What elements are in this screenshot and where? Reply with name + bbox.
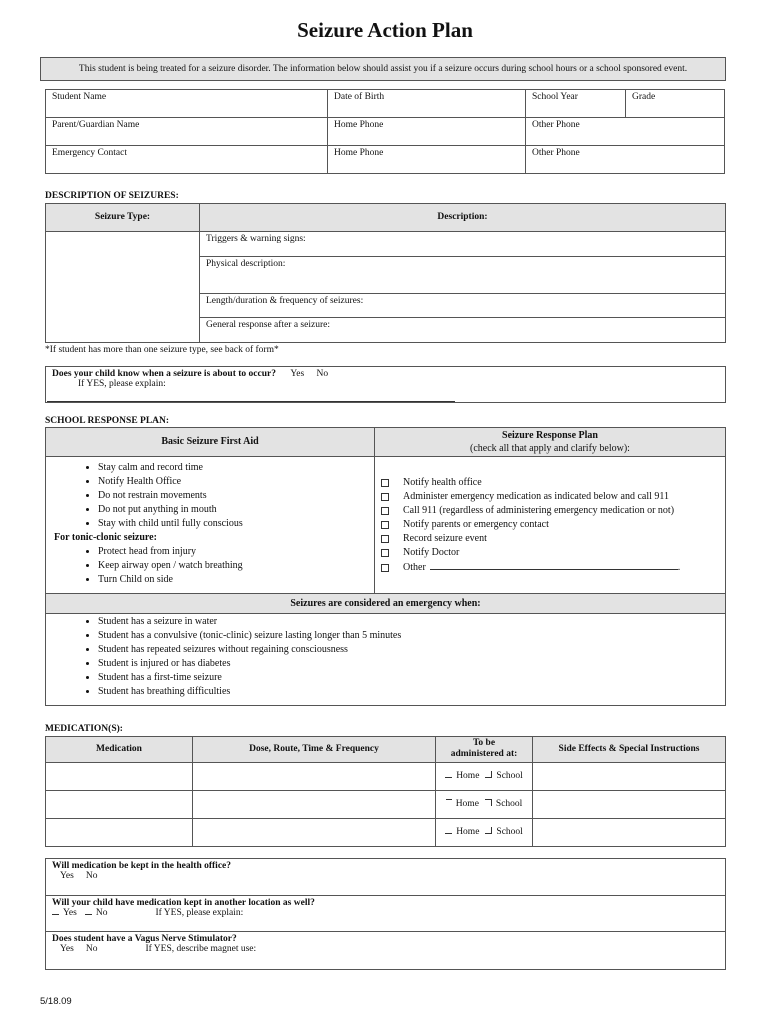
tonic-item: • Protect head from injury: [98, 545, 374, 559]
first-aid-item: • Stay with child until fully conscious: [98, 517, 374, 531]
duration-field[interactable]: [199, 293, 726, 318]
q2-yes[interactable]: Yes: [63, 908, 77, 918]
question-vns: [45, 931, 726, 970]
response-plan-header: [374, 427, 726, 457]
general-response-field[interactable]: [199, 317, 726, 343]
home-phone-label: Home Phone: [334, 120, 384, 130]
home-label: Home: [456, 827, 480, 837]
student-name-label: Student Name: [52, 92, 107, 102]
awareness-no[interactable]: No: [316, 369, 329, 379]
school-label: School: [496, 827, 523, 837]
response-plan-item[interactable]: [381, 476, 725, 490]
awareness-question: Does your child know when a seizure is about to occur?: [52, 369, 276, 379]
triggers-field[interactable]: [199, 231, 726, 257]
first-aid-item: • Do not restrain movements: [98, 489, 374, 503]
emergency-header: Seizures are considered an emergency when:: [45, 593, 726, 614]
school-year-field[interactable]: [525, 89, 626, 118]
other-blank-line[interactable]: [430, 560, 678, 570]
q3-explain: If YES, describe magnet use:: [145, 944, 257, 954]
checkbox-icon[interactable]: [381, 564, 389, 572]
question-other-location: [45, 895, 726, 932]
checkbox-icon[interactable]: [381, 549, 389, 557]
response-plan-item[interactable]: [381, 546, 725, 560]
q1-yes[interactable]: Yes: [60, 871, 74, 881]
response-plan-item[interactable]: [381, 532, 725, 546]
seizure-type-field[interactable]: [45, 231, 200, 343]
response-plan-item[interactable]: [381, 504, 725, 518]
response-plan-label: Record seizure event: [403, 533, 487, 544]
description-heading: DESCRIPTION OF SEIZURES:: [45, 191, 179, 201]
home-checkbox[interactable]: [446, 799, 452, 806]
home-checkbox[interactable]: [445, 827, 452, 834]
question-health-office: [45, 858, 726, 896]
dob-label: Date of Birth: [334, 92, 385, 102]
first-aid-item: • Notify Health Office: [98, 475, 374, 489]
checkbox-icon[interactable]: [381, 479, 389, 487]
med-col-admin-line1: To be: [472, 738, 496, 748]
q2-no[interactable]: No: [95, 908, 108, 918]
footer-date: 5/18.09: [40, 996, 72, 1007]
home-phone-field[interactable]: [327, 117, 526, 146]
med-side-effects-cell[interactable]: [532, 762, 726, 791]
emergency-home-phone-field[interactable]: [327, 145, 526, 174]
duration-label: Length/duration & frequency of seizures:: [206, 296, 364, 306]
triggers-label: Triggers & warning signs:: [206, 234, 306, 244]
emergency-contact-label: Emergency Contact: [52, 148, 128, 158]
med-name-cell[interactable]: [45, 818, 193, 847]
med-name-cell[interactable]: [45, 790, 193, 819]
page-title: Seizure Action Plan: [297, 18, 473, 42]
med-dose-cell[interactable]: [192, 818, 436, 847]
home-checkbox[interactable]: [445, 771, 452, 778]
med-location-cell: [435, 790, 533, 819]
tonic-clonic-heading: For tonic-clonic seizure:: [54, 532, 157, 543]
other-phone-field[interactable]: [525, 117, 725, 146]
medication-heading: MEDICATION(S):: [45, 724, 123, 734]
response-plan-label: Call 911 (regardless of administering emergency medication or not): [403, 505, 675, 516]
first-aid-item: • Do not put anything in mouth: [98, 503, 374, 517]
emergency-home-phone-label: Home Phone: [334, 148, 384, 158]
parent-field[interactable]: [45, 117, 328, 146]
emergency-box: [45, 613, 726, 706]
intro-banner: This student is being treated for a seizure disorder. The information below should assist you if a seizure occurs during school hours or a school sponsored event.: [40, 57, 726, 81]
med-location-cell: [435, 762, 533, 791]
emergency-other-phone-field[interactable]: [525, 145, 725, 174]
general-response-label: General response after a seizure:: [206, 320, 330, 330]
emergency-item: • Student has a first-time seizure: [98, 671, 725, 685]
q2-label: Will your child have medication kept in another location as well?: [52, 898, 315, 908]
emergency-item: • Student has repeated seizures without regaining consciousness: [98, 643, 725, 657]
response-plan-box: [374, 456, 726, 594]
q3-label: Does student have a Vagus Nerve Stimulator?: [52, 934, 237, 944]
med-side-effects-cell[interactable]: [532, 790, 726, 819]
first-aid-list: [46, 461, 374, 531]
q2-explain: If YES, please explain:: [155, 908, 244, 918]
response-plan-label: Notify health office: [403, 477, 482, 488]
response-plan-item[interactable]: [381, 518, 725, 532]
med-location-cell: [435, 818, 533, 847]
home-label: Home: [456, 771, 480, 781]
response-plan-item[interactable]: [381, 490, 725, 504]
response-plan-label: Notify parents or emergency contact: [403, 519, 549, 530]
tonic-list: [46, 545, 374, 587]
checkbox-icon[interactable]: [381, 521, 389, 529]
response-plan-label: Other: [403, 562, 426, 573]
emergency-item: • Student has breathing difficulties: [98, 685, 725, 699]
school-year-label: School Year: [532, 92, 578, 102]
q3-yes[interactable]: Yes: [60, 944, 74, 954]
med-col-medication: Medication: [45, 736, 193, 763]
school-checkbox[interactable]: [485, 799, 492, 806]
tonic-item: • Keep airway open / watch breathing: [98, 559, 374, 573]
checkbox-icon[interactable]: [381, 535, 389, 543]
awareness-explain: If YES, please explain:: [78, 379, 166, 389]
response-plan-item[interactable]: [381, 560, 725, 575]
emergency-list: [46, 615, 725, 699]
first-aid-item: • Stay calm and record time: [98, 461, 374, 475]
school-checkbox[interactable]: [485, 771, 492, 778]
seizure-type-footnote: *If student has more than one seizure type, see back of form*: [45, 345, 279, 355]
emergency-other-phone-label: Other Phone: [532, 148, 580, 158]
q1-no[interactable]: No: [85, 871, 98, 881]
school-label: School: [495, 799, 523, 809]
checkbox-icon[interactable]: [381, 493, 389, 501]
emergency-item: • Student has a convulsive (tonic-clinic) seizure lasting longer than 5 minutes: [98, 629, 725, 643]
grade-label: Grade: [632, 92, 656, 102]
description-header: Description:: [199, 203, 726, 232]
med-dose-cell[interactable]: [192, 762, 436, 791]
awareness-yes[interactable]: Yes: [290, 369, 305, 379]
student-name-field[interactable]: [45, 89, 328, 118]
home-label: Home: [455, 799, 479, 809]
med-col-admin: [435, 736, 533, 763]
checkbox-icon[interactable]: [381, 507, 389, 515]
school-label: School: [496, 771, 523, 781]
first-aid-box: [45, 456, 375, 594]
dob-field[interactable]: [327, 89, 526, 118]
grade-field[interactable]: [625, 89, 725, 118]
med-name-cell[interactable]: [45, 762, 193, 791]
emergency-item: • Student has a seizure in water: [98, 615, 725, 629]
seizure-type-header: Seizure Type:: [45, 203, 200, 232]
physical-description-field[interactable]: [199, 256, 726, 294]
med-col-dose: Dose, Route, Time & Frequency: [192, 736, 436, 763]
response-plan-label: Notify Doctor: [403, 547, 460, 558]
q3-no[interactable]: No: [85, 944, 98, 954]
school-checkbox[interactable]: [485, 827, 492, 834]
physical-description-label: Physical description:: [206, 259, 286, 269]
emergency-item: • Student is injured or has diabetes: [98, 657, 725, 671]
awareness-explain-line[interactable]: [47, 401, 455, 402]
response-plan-title: Seizure Response Plan: [502, 430, 598, 441]
med-dose-cell[interactable]: [192, 790, 436, 819]
first-aid-header: Basic Seizure First Aid: [45, 427, 375, 457]
parent-label: Parent/Guardian Name: [52, 120, 140, 130]
q1-label: Will medication be kept in the health office?: [52, 861, 231, 871]
med-side-effects-cell[interactable]: [532, 818, 726, 847]
response-plan-label: Administer emergency medication as indicated below and call 911: [403, 491, 670, 502]
tonic-item: • Turn Child on side: [98, 573, 374, 587]
awareness-box: [45, 366, 726, 403]
other-phone-label: Other Phone: [532, 120, 580, 130]
emergency-contact-field[interactable]: [45, 145, 328, 174]
response-heading: SCHOOL RESPONSE PLAN:: [45, 416, 170, 426]
other-period: .: [677, 562, 681, 573]
med-col-admin-line2: administered at:: [450, 749, 518, 759]
med-col-side-effects: Side Effects & Special Instructions: [532, 736, 726, 763]
response-plan-subtitle: (check all that apply and clarify below):: [470, 443, 630, 454]
response-plan-list: [381, 476, 725, 575]
